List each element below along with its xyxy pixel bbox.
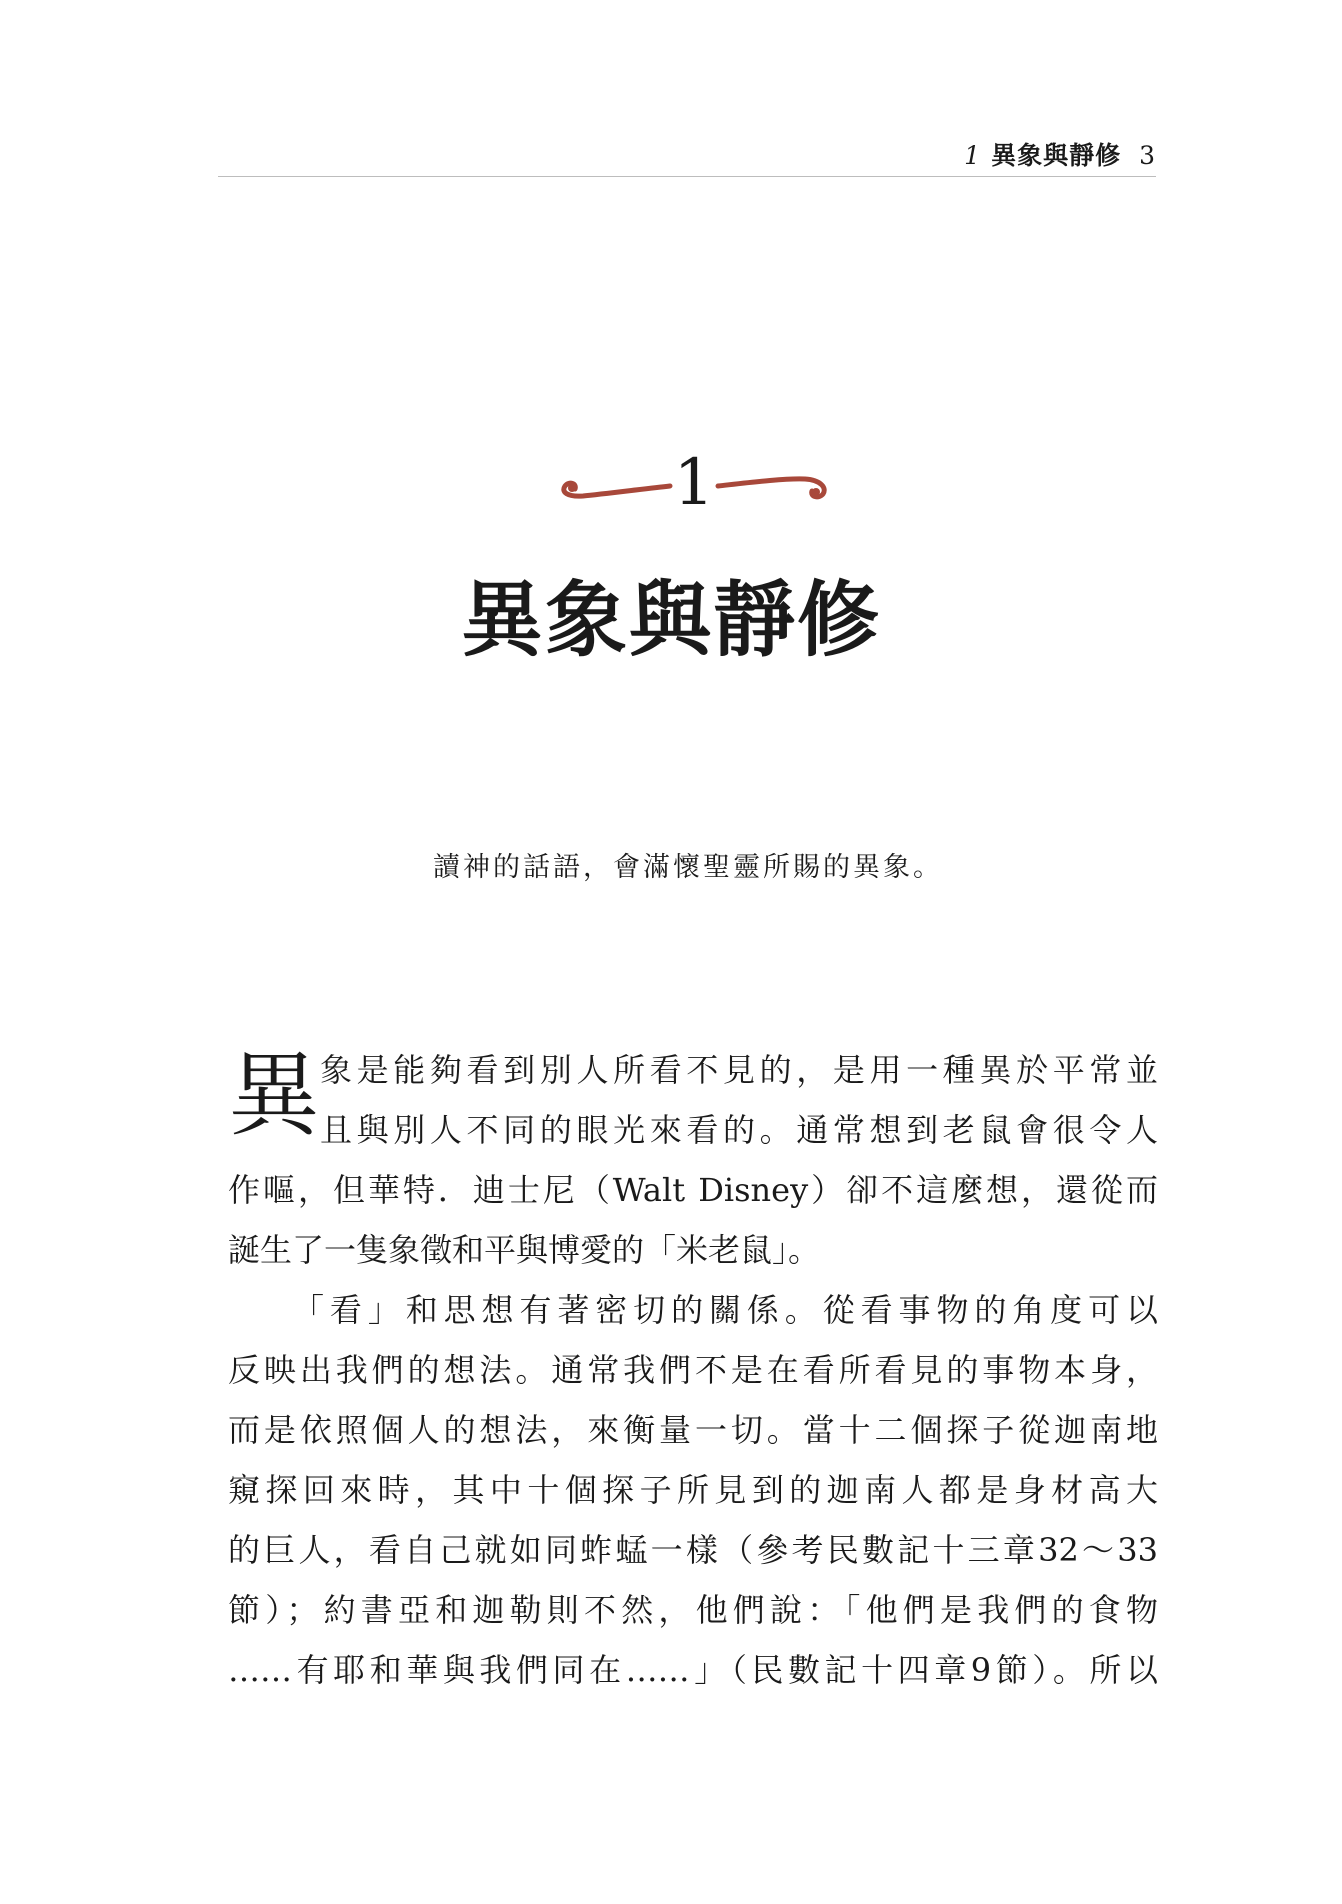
body-line: 且與別人不同的眼光來看的。通常想到老鼠會很令人 [320,1111,1158,1149]
body-line: 窺探回來時，其中十個探子所見到的迦南人都是身材高大 [228,1471,1158,1509]
chapter-title: 異象與靜修 [460,572,881,668]
body-line: 反映出我們的想法。通常我們不是在看所看見的事物本身， [228,1351,1158,1389]
page-number: 3 [1139,141,1156,170]
running-header-chapter-title: 異象與靜修 [991,141,1122,170]
body-line: 的巨人，看自己就如同蚱蜢一樣（參考民數記十三章32～33 [228,1531,1158,1569]
chapter-number: 1 [673,446,715,520]
body-line: 誕生了一隻象徵和平與博愛的「米老鼠」。 [228,1231,821,1269]
running-header-text [964,136,1156,172]
running-header [218,136,1156,177]
body-line: 而是依照個人的想法，來衡量一切。當十二個探子從迦南地 [228,1411,1158,1449]
body-line: ……有耶和華與我們同在……」（民數記十四章9節）。所以 [228,1651,1158,1689]
body-line: 象是能夠看到別人所看不見的，是用一種異於平常並 [320,1051,1158,1089]
running-header-chapter-number: 1 [964,141,982,170]
epigraph: 讀神的話語，會滿懷聖靈所賜的異象。 [433,852,943,883]
body-line: 「看」和思想有著密切的關係。從看事物的角度可以 [292,1291,1158,1329]
body-line: 節）；約書亞和迦勒則不然，他們說：「他們是我們的食物 [228,1591,1158,1629]
chapter-ornament [553,448,835,518]
body-text [228,1040,1158,1700]
drop-cap: 異 [228,1042,321,1149]
body-line: 作嘔，但華特．迪士尼（Walt Disney）卻不這麼想，還從而 [228,1171,1158,1209]
